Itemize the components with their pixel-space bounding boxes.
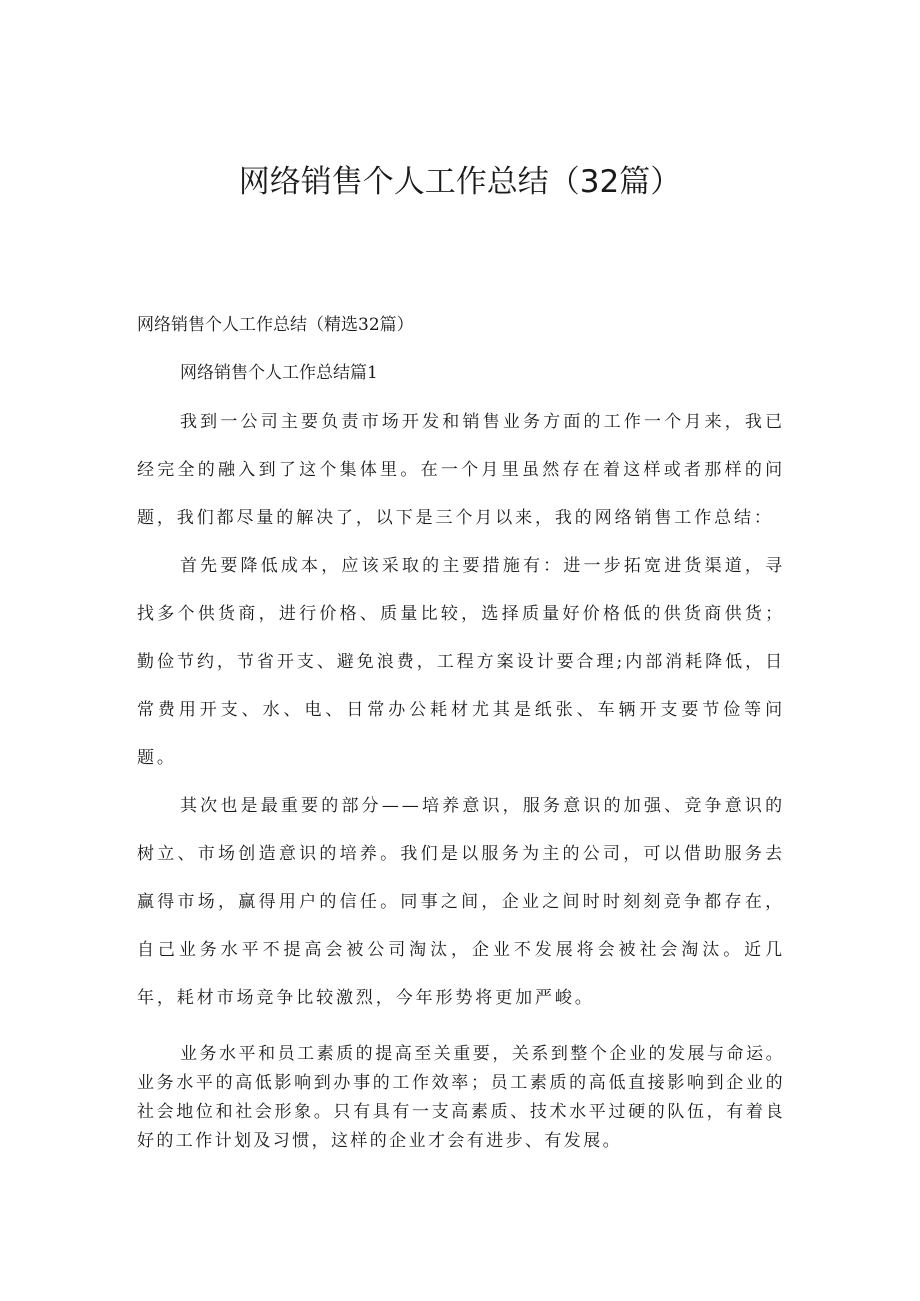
paragraph-1: 我到一公司主要负责市场开发和销售业务方面的工作一个月来，我已经完全的融入到了这个集体里。在一个月里虽然存在着这样或者那样的问题，我们都尽量的解决了，以下是三个月以来，我的网络销售工作总结： xyxy=(137,412,785,528)
paragraph-4: 业务水平和员工素质的提高至关重要，关系到整个企业的发展与命运。业务水平的高低影响到办事的工作效率；员工素质的高低直接影响到企业的社会地位和社会形象。只有具有一支高素质、技术水平过硬的队伍，有着良好的工作计划及习惯，这样的企业才会有进步、有发展。 xyxy=(137,1044,785,1151)
document-subtitle: 网络销售个人工作总结（精选32篇） xyxy=(137,315,414,335)
paragraph-2: 首先要降低成本，应该采取的主要措施有：进一步拓宽进货渠道，寻找多个供货商，进行价格、质量比较，选择质量好价格低的供货商供货；勤俭节约，节省开支、避免浪费，工程方案设计要合理;内部消耗降低，日常费用开支、水、电、日常办公耗材尤其是纸张、车辆开支要节俭等问题。 xyxy=(137,556,785,768)
document-title: 网络销售个人工作总结（32篇） xyxy=(238,164,682,200)
section-heading: 网络销售个人工作总结篇1 xyxy=(180,363,378,383)
paragraph-3: 其次也是最重要的部分——培养意识，服务意识的加强、竞争意识的树立、市场创造意识的培养。我们是以服务为主的公司，可以借助服务去赢得市场，赢得用户的信任。同事之间，企业之间时时刻刻竞争都存在，自己业务水平不提高会被公司淘汰，企业不发展将会被社会淘汰。近几年，耗材市场竞争比较激烈，今年形势将更加严峻。 xyxy=(137,796,785,1008)
